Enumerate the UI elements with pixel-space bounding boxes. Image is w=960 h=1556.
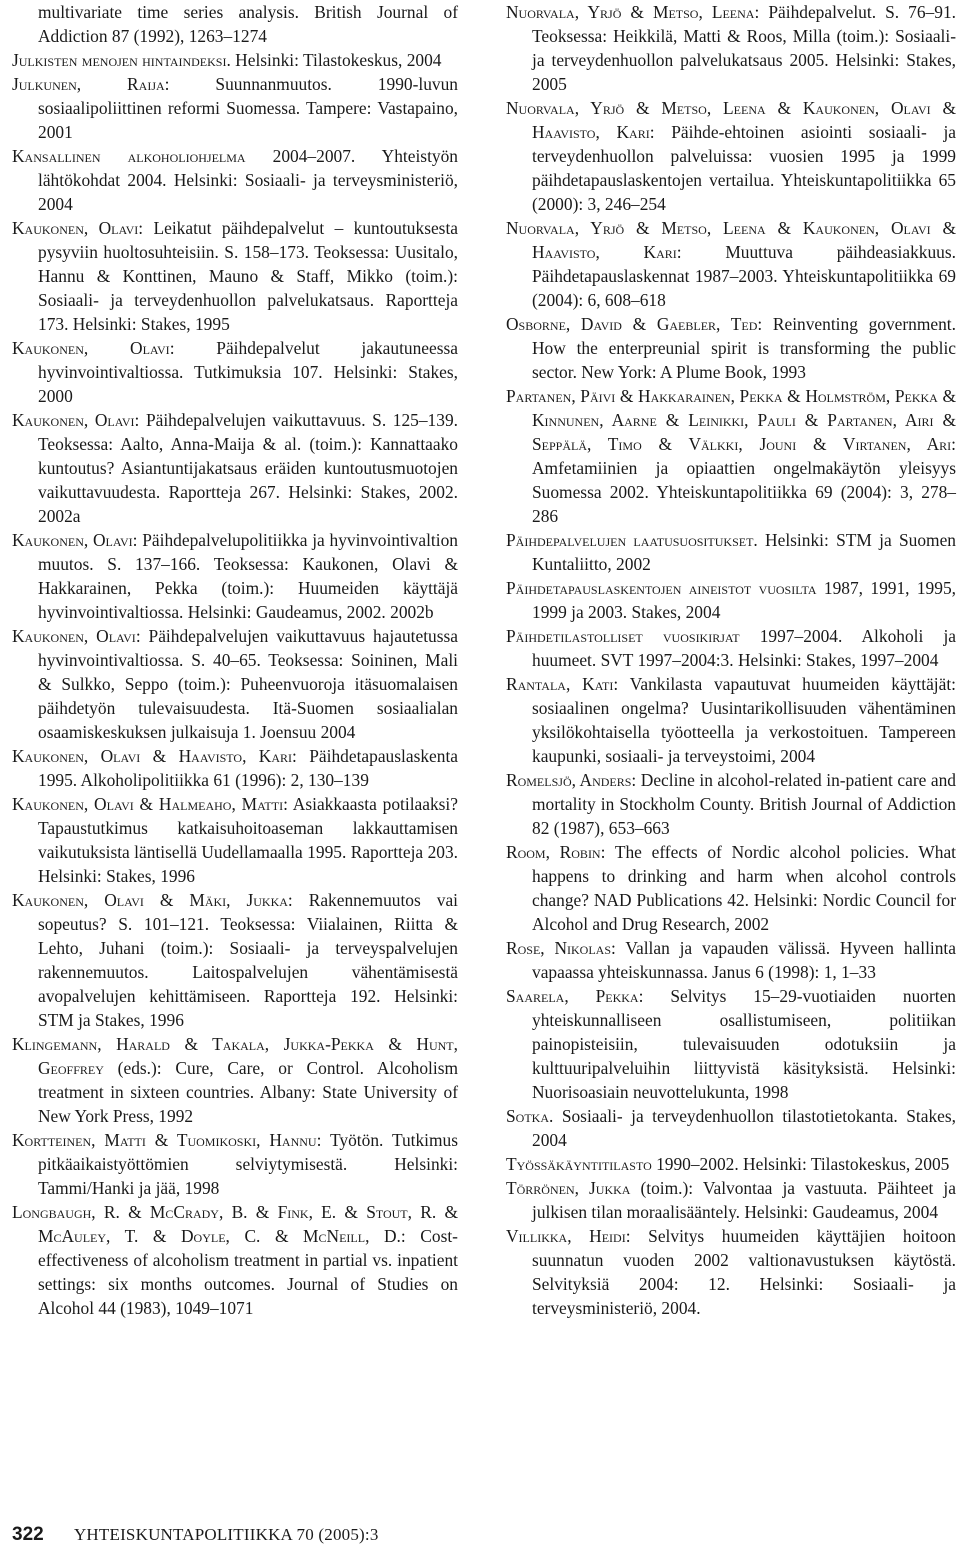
- reference-text: : Päihdepalvelujen vaikuttavuus. S. 125–139. Teoksessa: Aalto, Anna-Maija & al. (toim.): Kannattaako kuntoutus? Asiantuntijakatsaus eräiden kuntoutusmuotojen vaikuttavuudesta. Raportteja 267. Helsinki: Stakes, 2002. 2002a: [38, 410, 458, 526]
- reference-author: Julkunen, Raija: [12, 74, 165, 94]
- reference-column-right: [506, 0, 956, 1320]
- reference-entry: [12, 48, 458, 72]
- reference-entry: [12, 336, 458, 408]
- reference-author: Klingemann, Harald & Takala, Jukka-Pekka & Hunt, Geoffrey: [12, 1034, 458, 1078]
- reference-text: : Leikatut päihdepalvelut – kuntoutuksesta pysyviin huoltosuhteisiin. S. 158–173. Teoksessa: Uusitalo, Hannu & Konttinen, Mauno & Staff, Mikko (toim.): Sosiaali- ja terveydenhuollon palvelukatsaus. Raportteja 173. Helsinki: Stakes, 1995: [38, 218, 458, 334]
- page-footer: [12, 1524, 379, 1546]
- reference-text: : Vallan ja vapauden välissä. Hyveen hallinta vapaassa yhteiskunnassa. Janus 6 (1998): 1, 1–33: [532, 938, 956, 982]
- reference-text: : The effects of Nordic alcohol policies. What happens to drinking and harm when alcohol controls change? NAD Publications 42. Helsinki: Nordic Council for Alcohol and Drug Research, 2002: [532, 842, 956, 934]
- reference-entry: [506, 624, 956, 672]
- reference-author: Julkisten menojen hintaindeksi: [12, 50, 227, 70]
- reference-text: : Muuttuva päihdeasiakkuus. Päihdetapauslaskennat 1987–2003. Yhteiskuntapolitiikka 69 (2004): 6, 608–618: [532, 242, 956, 310]
- reference-author: Nuorvala, Yrjö & Metso, Leena & Kaukonen, Olavi & Haavisto, Kari: [506, 218, 956, 262]
- reference-text: : Päihdetapauslaskenta 1995. Alkoholipolitiikka 61 (1996): 2, 130–139: [38, 746, 458, 790]
- reference-text: : Decline in alcohol-related in-patient care and mortality in Stockholm County. British Journal of Addiction 82 (1987), 653–663: [532, 770, 956, 838]
- reference-author: Kaukonen, Olavi & Halmeaho, Matti: [12, 794, 284, 814]
- reference-entry: [12, 72, 458, 144]
- reference-entry: [506, 1176, 956, 1224]
- reference-author: Rantala, Kati: [506, 674, 614, 694]
- reference-author: Romelsjö, Anders: [506, 770, 632, 790]
- reference-entry: [506, 96, 956, 216]
- reference-text: : Päihdepalvelupolitiikka ja hyvinvointivaltion muutos. S. 137–166. Teoksessa: Kaukonen, Olavi & Hakkarainen, Pekka (toim.): Huumeiden käyttäjä hyvinvointivaltiossa. Helsinki: Gaudeamus, 2002. 2002b: [38, 530, 458, 622]
- reference-author: Kaukonen, Olavi: [12, 338, 170, 358]
- reference-author: Longbaugh, R. & McCrady, B. & Fink, E. & Stout, R. & McAuley, T. & Doyle, C. & McNeill, D.: [12, 1202, 458, 1246]
- reference-entry: [12, 408, 458, 528]
- reference-author: Villikka, Heidi: [506, 1226, 626, 1246]
- reference-author: Saarela, Pekka: [506, 986, 639, 1006]
- reference-author: Päihdepalvelujen laatusuositukset: [506, 530, 754, 550]
- page-number: 322: [12, 1524, 44, 1545]
- reference-text: . Helsinki: Tilastokeskus, 2004: [226, 50, 442, 70]
- reference-text: . Sosiaali- ja terveydenhuollon tilastotietokanta. Stakes, 2004: [532, 1106, 956, 1150]
- reference-text: : Päihdepalvelut. S. 76–91. Teoksessa: Heikkilä, Matti & Roos, Milla (toim.): Sosiaali- ja terveydenhuollon palvelukatsaus 2005. Helsinki: Stakes, 2005: [532, 2, 956, 94]
- reference-text: : Reinventing government. How the enterpreunial spirit is transforming the public sector. New York: A Plume Book, 1993: [532, 314, 956, 382]
- reference-text: 2004–2007. Yhteistyön lähtökohdat 2004. Helsinki: Sosiaali- ja terveysministeriö, 2004: [38, 146, 458, 214]
- reference-author: Kaukonen, Olavi: [12, 410, 135, 430]
- reference-entry: [12, 1128, 458, 1200]
- reference-author: Kortteinen, Matti & Tuomikoski, Hannu: [12, 1130, 317, 1150]
- journal-issue: YHTEISKUNTAPOLITIIKKA 70 (2005):3: [73, 1525, 379, 1544]
- reference-text: : Vankilasta vapautuvat huumeiden käyttäjät: sosiaalinen ongelma? Uusintarikollisuuden vähentäminen yksilökohtaisella työotteella ja verkostoituen. Tampereen kaupunki, sosiaali- ja terveystoimi, 2004: [532, 674, 957, 766]
- reference-author: Room, Robin: [506, 842, 601, 862]
- reference-author: Kaukonen, Olavi & Haavisto, Kari: [12, 746, 293, 766]
- reference-author: Kaukonen, Olavi: [12, 626, 136, 646]
- reference-text: (eds.): Cure, Care, or Control. Alcoholism treatment in sixteen countries. Albany: State University of New York Press, 1992: [38, 1058, 458, 1126]
- reference-entry: [12, 744, 458, 792]
- reference-entry: [506, 1224, 956, 1320]
- reference-text: : Selvitys huumeiden käyttäjien hoitoon suunnatun vuoden 2002 valtionavustuksen käytöstä. Selvityksiä 2004: 12. Helsinki: Sosiaali- ja terveysministeriö, 2004.: [532, 1226, 957, 1318]
- reference-author: Kansallinen alkoholiohjelma: [12, 146, 246, 166]
- reference-entry: [12, 888, 458, 1032]
- reference-text: : Päihde-ehtoinen asiointi sosiaali- ja terveydenhuollon palveluissa: vuosien 1995 ja 1999 päihdetapauslaskentojen vertailua. Yhteiskuntapolitiikka 65 (2000): 3, 246–254: [532, 122, 956, 214]
- reference-entry: [12, 144, 458, 216]
- reference-entry: [506, 768, 956, 840]
- reference-author: Törrönen, Jukka: [506, 1178, 631, 1198]
- reference-text: : Asiakkaasta potilaaksi? Tapaustutkimus katkaisuhoitoaseman lakkauttamisen vaikutuksista läntisellä Uudellamaalla 1995. Raportteja 203. Helsinki: Stakes, 1996: [38, 794, 458, 886]
- reference-entry: [12, 0, 458, 48]
- reference-entry: [506, 312, 956, 384]
- reference-entry: [506, 1104, 956, 1152]
- reference-entry: [12, 624, 458, 744]
- reference-entry: [12, 528, 458, 624]
- reference-text: : Amfetamiinien ja opiaattien ongelmakäytön yleisyys Suomessa 2002. Yhteiskuntapolitiikka 69 (2004): 3, 278–286: [532, 434, 956, 526]
- reference-author: Kaukonen, Olavi: [12, 218, 139, 238]
- reference-text: 1987, 1991, 1995, 1999 ja 2003. Stakes, 2004: [532, 578, 956, 622]
- reference-entry: [506, 528, 956, 576]
- reference-text: : Päihdepalvelujen vaikuttavuus hajautetussa hyvinvointivaltiossa. S. 40–65. Teoksessa: Soininen, Mali & Sulkko, Seppo (toim.): Puheenvuoroja itäsuomalaisen päihdetyön tulevaisuudesta. Itä-Suomen sosiaalialan osaamiskeskuksen julkaisuja 1. Joensuu 2004: [38, 626, 458, 742]
- reference-text: 1997–2004. Alkoholi ja huumeet. SVT 1997–2004:3. Helsinki: Stakes, 1997–2004: [532, 626, 957, 670]
- reference-text: : Cost-effectiveness of alcoholism treatment in partial vs. inpatient settings: six months outcomes. Journal of Studies on Alcohol 44 (1983), 1049–1071: [38, 1226, 458, 1318]
- reference-entry: [506, 216, 956, 312]
- reference-entry: [12, 1032, 458, 1128]
- reference-author: Nuorvala, Yrjö & Metso, Leena & Kaukonen, Olavi & Haavisto, Kari: [506, 98, 956, 142]
- reference-text: (toim.): Valvontaa ja vastuuta. Päihteet ja julkisen tilan moraalisääntely. Helsinki: Gaudeamus, 2004: [532, 1178, 956, 1222]
- reference-entry: [506, 0, 956, 96]
- reference-entry: [12, 1200, 458, 1320]
- reference-author: Sotka: [506, 1106, 549, 1126]
- reference-author: Nuorvala, Yrjö & Metso, Leena: [506, 2, 755, 22]
- reference-author: Työssäkäyntitilasto: [506, 1154, 652, 1174]
- reference-entry: [506, 576, 956, 624]
- reference-entry: [506, 984, 956, 1104]
- reference-entry: [506, 1152, 956, 1176]
- reference-entry: [506, 840, 956, 936]
- reference-text: 1990–2002. Helsinki: Tilastokeskus, 2005: [651, 1154, 950, 1174]
- reference-text: : Työtön. Tutkimus pitkäaikaistyöttömien selviytymisestä. Helsinki: Tammi/Hanki ja jää, 1998: [38, 1130, 458, 1198]
- reference-entry: [506, 672, 956, 768]
- reference-entry: [506, 384, 956, 528]
- reference-column-left: [12, 0, 458, 1320]
- reference-text: . Helsinki: STM ja Suomen Kuntaliitto, 2002: [532, 530, 956, 574]
- reference-author: Kaukonen, Olavi: [12, 530, 133, 550]
- reference-author: Osborne, David & Gaebler, Ted: [506, 314, 758, 334]
- reference-text: : Selvitys 15–29-vuotiaiden nuorten yhteiskunnalliseen osallistumiseen, politiikan painopisteisiin, tulevaisuuden odotuksiin ja kulttuuripalveluihin liittyvistä käsityksistä. Helsinki: Nuorisoasiain neuvottelukunta, 1998: [532, 986, 956, 1102]
- reference-author: Partanen, Päivi & Hakkarainen, Pekka & Holmström, Pekka & Kinnunen, Aarne & Leinikki, Pauli & Partanen, Airi & Seppälä, Timo & Välkki, Jouni & Virtanen, Ari: [506, 386, 956, 454]
- reference-author: Kaukonen, Olavi & Mäki, Jukka: [12, 890, 288, 910]
- reference-entry: [506, 936, 956, 984]
- reference-author: Päihdetapauslaskentojen aineistot vuosilta: [506, 578, 817, 598]
- reference-text: : Päihdepalvelut jakautuneessa hyvinvointivaltiossa. Tutkimuksia 107. Helsinki: Stakes, 2000: [38, 338, 458, 406]
- reference-author: Päihdetilastolliset vuosikirjat: [506, 626, 740, 646]
- reference-text: : Rakennemuutos vai sopeutus? S. 101–121. Teoksessa: Viialainen, Riitta & Lehto, Juhani (toim.): Sosiaali- ja terveyspalvelujen rakennemuutos. Laitospalvelujen vähentämisestä avopalvelujen kehittämiseen. Raportteja 192. Helsinki: STM ja Stakes, 1996: [38, 890, 458, 1030]
- reference-text: multivariate time series analysis. British Journal of Addiction 87 (1992), 1263–1274: [38, 2, 458, 46]
- reference-text: : Suunnanmuutos. 1990-luvun sosiaalipoliittinen reformi Suomessa. Tampere: Vastapaino, 2001: [38, 74, 458, 142]
- reference-entry: [12, 792, 458, 888]
- reference-entry: [12, 216, 458, 336]
- reference-author: Rose, Nikolas: [506, 938, 611, 958]
